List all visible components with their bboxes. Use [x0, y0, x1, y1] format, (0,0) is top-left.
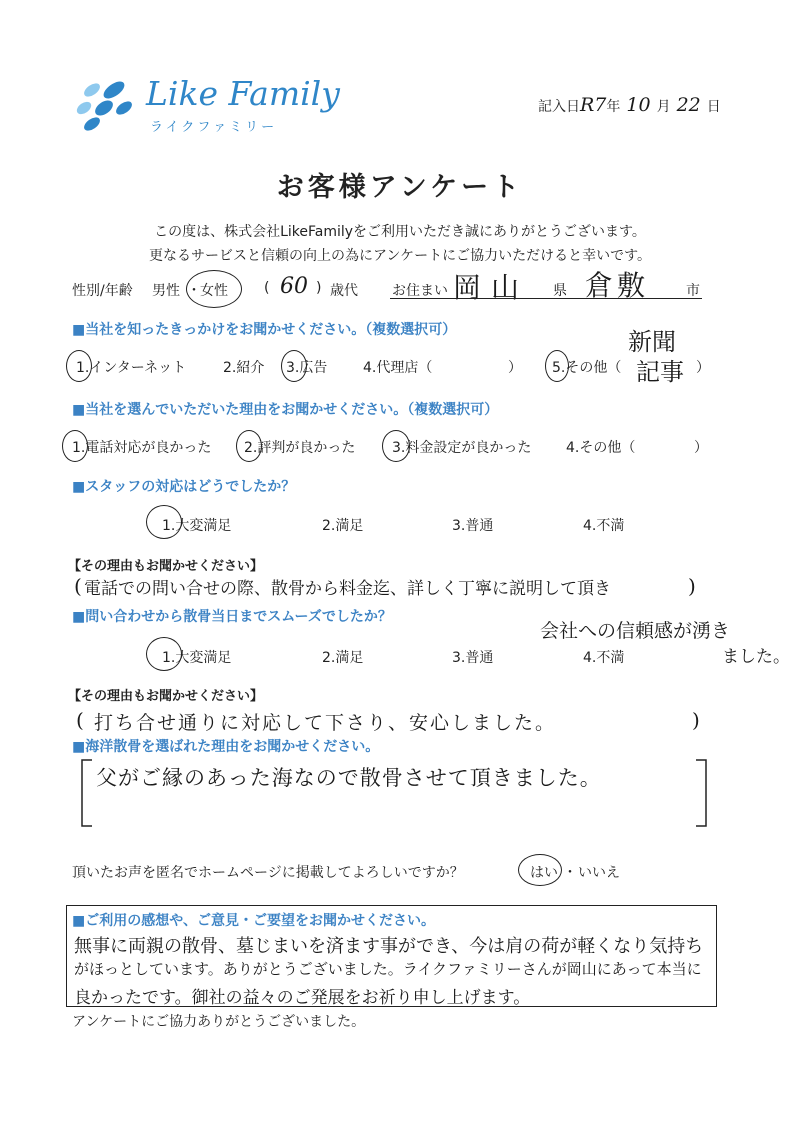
q2-option-other: 4.その他（ [566, 440, 636, 456]
intro-line-1: この度は、株式会社LikeFamilyをご利用いただき誠にありがとうございます。 [154, 224, 646, 240]
date-day: 22 [676, 94, 701, 116]
q5-answer: 父がご縁のあった海なので散骨させて頂きました。 [96, 766, 602, 790]
consent-no: いいえ [578, 865, 620, 881]
city-value: 倉敷 [585, 269, 650, 302]
logo-leaf-icon [72, 76, 134, 134]
q4-option-very-satisfied-mark [146, 637, 182, 671]
q1-option-other: 5.その他（ [552, 360, 622, 376]
q1-option-other-close: ） [696, 360, 710, 376]
q3-reason-open: ( [74, 574, 82, 598]
prefecture-unit: 県 [553, 283, 567, 299]
q3-reason-line-3: ました。 [722, 647, 790, 667]
age-value: 60 [280, 274, 308, 299]
logo-text: Like Family [146, 74, 340, 113]
gender-age-label: 性別/年齢 [72, 283, 133, 299]
q2-option-phone-mark [62, 430, 88, 462]
gender-male: 男性 [152, 283, 180, 299]
q2-option-phone: 1.電話対応が良かった [72, 440, 212, 456]
q4-heading: ■問い合わせから散骨当日までスムーズでしたか？ [72, 609, 392, 625]
feedback-heading: ■ご利用の感想や、ご意見・ご要望をお聞かせください。 [72, 913, 435, 929]
date-month: 10 [626, 94, 651, 116]
q1-option-ad-mark [281, 350, 307, 382]
feedback-line-2: がほっとしています。ありがとうございました。ライクファミリーさんが岡山にあって本当に [74, 960, 702, 978]
q4-reason-heading: 【その理由もお聞かせください】 [68, 689, 264, 704]
city-unit: 市 [686, 283, 700, 299]
q3-reason-heading: 【その理由もお聞かせください】 [68, 559, 264, 574]
q3-option-dissatisfied: 4.不満 [583, 518, 625, 534]
footer-thanks: アンケートにご協力ありがとうございました。 [72, 1014, 366, 1030]
q1-other-handwritten-1: 新聞 [628, 328, 676, 356]
q2-option-price: 3.料金設定が良かった [392, 440, 532, 456]
gender-female-mark [186, 270, 242, 308]
q2-option-other-close: ） [694, 440, 708, 456]
q1-option-internet-mark [66, 350, 92, 382]
date-era: R7 [580, 94, 607, 116]
q4-option-very-satisfied: 1.大変満足 [162, 650, 232, 666]
q2-option-price-mark [382, 430, 410, 462]
consent-question: 頂いたお声を匿名でホームページに掲載してよろしいですか？ [72, 865, 464, 881]
consent-separator: ・ [563, 865, 577, 881]
entry-date [538, 94, 721, 116]
q3-reason-line-1: 電話での問い合せの際、散骨から料金迄、詳しく丁寧に説明して頂き [84, 579, 611, 599]
gender-separator: ・ [187, 283, 201, 299]
q1-option-agency-close: ） [508, 360, 522, 376]
q1-option-ad: 3.広告 [286, 360, 328, 376]
q2-option-reputation-mark [236, 430, 262, 462]
age-open: ( [264, 280, 270, 296]
q4-option-normal: 3.普通 [452, 650, 494, 666]
q4-reason-open: ( [76, 708, 84, 732]
consent-yes-mark [518, 854, 562, 886]
q3-option-very-satisfied-mark [146, 505, 182, 539]
q3-option-satisfied: 2.満足 [322, 518, 364, 534]
q3-option-very-satisfied: 1.大変満足 [162, 518, 232, 534]
consent-yes: はい [530, 865, 558, 881]
q4-option-dissatisfied: 4.不満 [583, 650, 625, 666]
q2-option-reputation: 2.評判が良かった [244, 440, 356, 456]
q3-reason-close: ) [688, 574, 696, 598]
q1-heading: ■当社を知ったきっかけをお聞かせください。（複数選択可） [72, 322, 457, 338]
q5-heading: ■海洋散骨を選ばれた理由をお聞かせください。 [72, 739, 380, 755]
year-label: 年 [606, 99, 621, 115]
logo [72, 76, 342, 136]
q1-other-handwritten-2: 記事 [636, 358, 684, 386]
q5-answer-bracket-right [694, 758, 710, 828]
age-unit: 歳代 [330, 283, 358, 299]
page-title: お客様アンケート [276, 172, 524, 203]
date-prefix: 記入日 [538, 99, 580, 115]
day-label: 日 [706, 99, 721, 115]
feedback-line-3: 良かったです。御社の益々のご発展をお祈り申し上げます。 [74, 988, 531, 1008]
q3-heading: ■スタッフの対応はどうでしたか？ [72, 479, 296, 495]
q4-reason-close: ) [692, 708, 700, 732]
q1-option-other-mark [545, 350, 569, 382]
q2-heading: ■当社を選んでいただいた理由をお聞かせください。（複数選択可） [72, 402, 499, 418]
q4-option-satisfied: 2.満足 [322, 650, 364, 666]
q1-option-agency: 4.代理店（ [363, 360, 433, 376]
logo-kana: ライクファミリー [150, 120, 278, 135]
q1-option-internet: 1.インターネット [76, 360, 187, 376]
q1-option-referral: 2.紹介 [223, 360, 265, 376]
q5-answer-bracket-left [78, 758, 94, 828]
gender-female: 女性 [200, 283, 228, 299]
feedback-line-1: 無事に両親の散骨、墓じまいを済ます事ができ、今は肩の荷が軽くなり気持ち [74, 936, 704, 957]
q4-reason-line-1: 打ち合せ通りに対応して下さり、安心しました。 [94, 712, 557, 734]
age-close: ) [316, 280, 322, 296]
address-underline [390, 298, 702, 299]
intro-line-2: 更なるサービスと信頼の向上の為にアンケートにご協力いただけると幸いです。 [148, 248, 652, 264]
q3-option-normal: 3.普通 [452, 518, 494, 534]
prefecture-value: 岡山 [453, 271, 530, 304]
address-label: お住まい [392, 283, 448, 299]
q3-reason-line-2: 会社への信頼感が湧き [540, 620, 731, 642]
month-label: 月 [656, 99, 671, 115]
